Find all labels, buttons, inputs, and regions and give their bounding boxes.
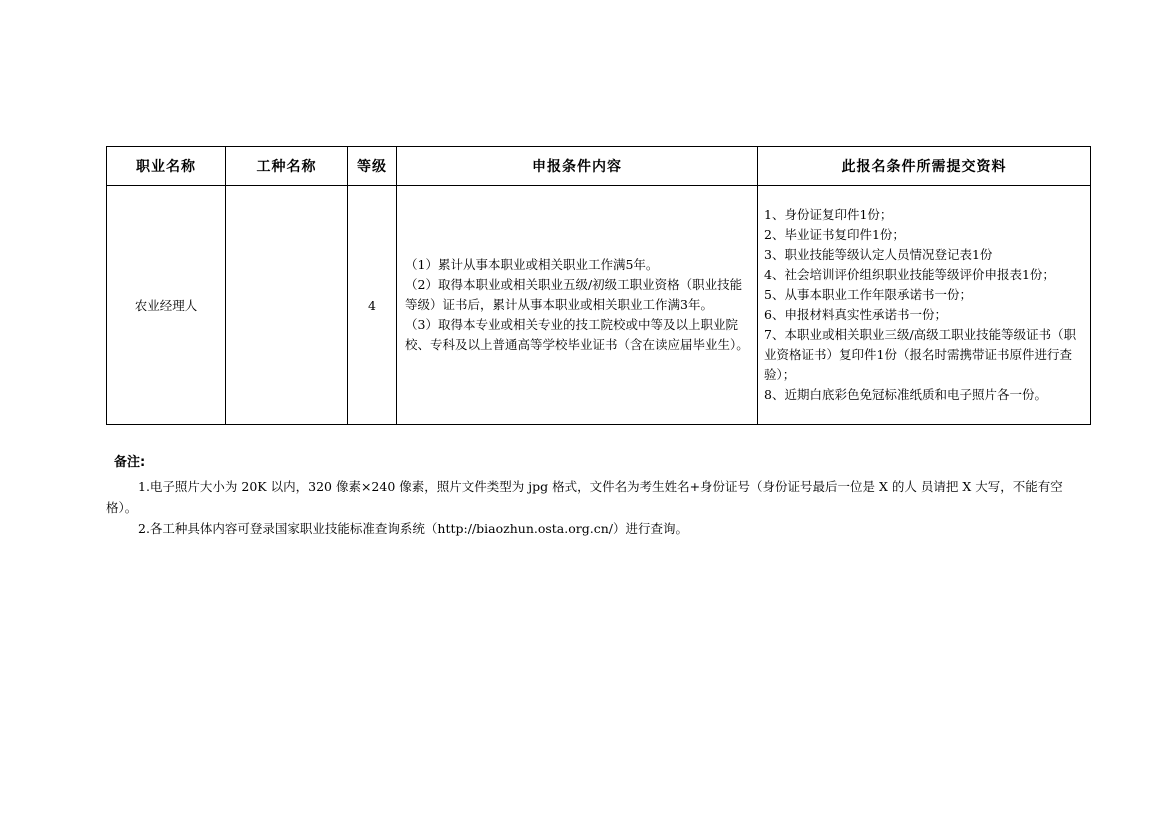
notes-section xyxy=(106,452,1066,539)
header-occupation: 职业名称 xyxy=(107,147,226,186)
material-item: 2、毕业证书复印件1份； xyxy=(764,227,905,242)
table-header-row xyxy=(107,147,1091,186)
cell-materials xyxy=(758,186,1091,425)
condition-item: （1）累计从事本职业或相关职业工作满5年。 xyxy=(405,257,659,272)
cell-conditions xyxy=(397,186,758,425)
note-item: 2.各工种具体内容可登录国家职业技能标准查询系统（http://biaozhun.osta.org.cn/）进行查询。 xyxy=(138,521,688,536)
header-conditions: 申报条件内容 xyxy=(397,147,758,186)
header-job-type: 工种名称 xyxy=(226,147,348,186)
cell-level: 4 xyxy=(348,186,397,425)
material-item: 5、从事本职业工作年限承诺书一份； xyxy=(764,287,972,302)
cell-job-type xyxy=(226,186,348,425)
material-item: 8、近期白底彩色免冠标准纸质和电子照片各一份。 xyxy=(764,387,1047,402)
conditions-list xyxy=(397,255,757,355)
material-item: 7、本职业或相关职业三级/高级工职业技能等级证书（职业资格证书）复印件1份（报名时需携带证书原件进行查验）； xyxy=(764,327,1077,382)
condition-item: （2）取得本职业或相关职业五级/初级工职业资格（职业技能等级）证书后，累计从事本职业或相关职业工作满3年。 xyxy=(405,277,743,312)
header-materials: 此报名条件所需提交资料 xyxy=(758,147,1091,186)
requirements-table xyxy=(106,146,1091,425)
material-item: 3、职业技能等级认定人员情况登记表1份 xyxy=(764,247,993,262)
header-level: 等级 xyxy=(348,147,397,186)
material-item: 4、社会培训评价组织职业技能等级评价申报表1份； xyxy=(764,267,1055,282)
notes-title: 备注: xyxy=(114,455,146,470)
condition-item: （3）取得本专业或相关专业的技工院校或中等及以上职业院校、专科及以上普通高等学校毕业证书（含在读应届毕业生）。 xyxy=(405,317,749,352)
material-item: 6、申报材料真实性承诺书一份； xyxy=(764,307,947,322)
table-row xyxy=(107,186,1091,425)
materials-list xyxy=(758,205,1090,405)
material-item: 1、身份证复印件1份； xyxy=(764,207,893,222)
note-item: 1.电子照片大小为 20K 以内，320 像素×240 像素，照片文件类型为 jpg 格式，文件名为考生姓名+身份证号（身份证号最后一位是 X 的人 员请把 X 大写，不能有空格）。 xyxy=(106,479,1063,515)
cell-occupation: 农业经理人 xyxy=(107,186,226,425)
